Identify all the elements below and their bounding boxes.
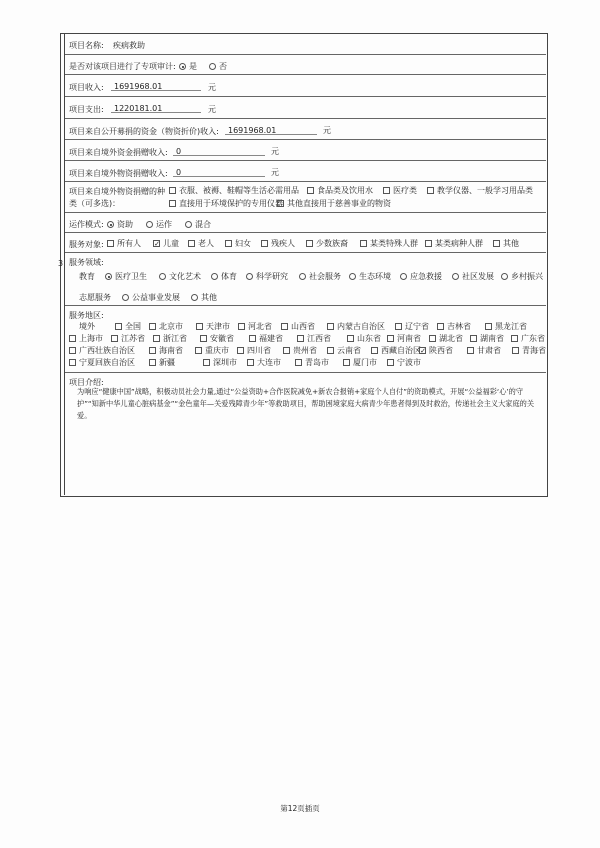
region-label: 黑龙江省 (495, 322, 527, 331)
audit-no-option[interactable]: 否 (209, 61, 227, 72)
row-income (65, 75, 546, 97)
expense-value: 1220181.01 (114, 104, 163, 113)
intro-text: 为响应“健康中国”战略，积极动员社会力量,通过“公益资助+合作医院减免+新农合报销+家庭个人自付”的资助模式，开展“公益福彩‘心’的守护”“知新中华儿童心脏病基金”“金色童年—关爱残障青少年”等救助项目，帮助困境家庭大病青少年患者得到及时救治，传递社会主义大家庭的关爱。 (77, 387, 535, 420)
overseas-goods-unit: 元 (271, 168, 279, 177)
checkbox-checked-icon (419, 347, 426, 354)
region-option[interactable] (247, 357, 281, 368)
operation-label: 运作模式: (69, 220, 104, 229)
checkbox-icon (188, 240, 195, 247)
checkbox-icon (429, 335, 436, 342)
checkbox-icon (238, 323, 245, 330)
checkbox-icon (196, 323, 203, 330)
side-number: 3 (58, 259, 64, 268)
region-option[interactable] (429, 333, 463, 344)
region-option[interactable] (470, 333, 504, 344)
region-option[interactable] (79, 321, 95, 332)
radio-icon (501, 273, 508, 280)
checkbox-icon (493, 240, 500, 247)
goods-opt-charity[interactable]: 其他直接用于慈善事业的物资 (277, 198, 391, 209)
field-education[interactable]: 教育 (79, 272, 95, 281)
region-option[interactable] (485, 321, 527, 332)
checkbox-icon (347, 335, 354, 342)
fields-label: 服务领域: (69, 258, 104, 267)
checkbox-icon (149, 347, 156, 354)
region-label: 天津市 (206, 322, 230, 331)
region-label: 贵州省 (293, 346, 317, 355)
field-sports[interactable]: 体育 (211, 271, 237, 282)
radio-icon (191, 294, 198, 301)
region-label: 山西省 (291, 322, 315, 331)
checkbox-icon (149, 359, 156, 366)
field-emergency[interactable]: 应急救援 (400, 271, 442, 282)
row-expense (65, 97, 546, 119)
goods-opt-teaching[interactable]: 教学仪器、一般学习用品类 (427, 185, 533, 196)
radio-icon (122, 294, 129, 301)
checkbox-icon (69, 335, 76, 342)
region-option[interactable] (511, 333, 545, 344)
checkbox-icon (277, 200, 284, 207)
radio-icon (211, 273, 218, 280)
target-disabled[interactable]: 残疾人 (261, 238, 295, 249)
region-option[interactable] (371, 345, 421, 356)
field-community[interactable]: 社区发展 (452, 271, 494, 282)
field-public-welfare[interactable]: 公益事业发展 (122, 292, 180, 303)
checkbox-icon (437, 323, 444, 330)
checkbox-icon (425, 240, 432, 247)
checkbox-icon (153, 335, 160, 342)
region-label: 境外 (79, 322, 95, 331)
checkbox-icon (261, 240, 268, 247)
region-label: 江苏省 (121, 334, 145, 343)
project-name-value: 疾病救助 (113, 41, 145, 50)
targets-label: 服务对象: (69, 240, 104, 249)
checkbox-icon (387, 335, 394, 342)
checkbox-icon (237, 347, 244, 354)
radio-checked-icon (105, 273, 112, 280)
checkbox-icon (283, 347, 290, 354)
region-label: 河南省 (397, 334, 421, 343)
checkbox-icon (203, 359, 210, 366)
region-option[interactable] (295, 357, 329, 368)
region-option[interactable] (149, 357, 175, 368)
region-option[interactable] (69, 357, 135, 368)
checkbox-icon (107, 240, 114, 247)
row-overseas-fund (65, 140, 546, 161)
region-label: 吉林省 (447, 322, 471, 331)
region-option[interactable] (283, 345, 317, 356)
region-option[interactable] (153, 333, 187, 344)
goods-opt-food[interactable]: 食品类及饮用水 (307, 185, 373, 196)
region-option[interactable] (200, 333, 234, 344)
operation-opt-mixed[interactable]: 混合 (185, 219, 211, 230)
checkbox-icon (470, 335, 477, 342)
overseas-fund-unit: 元 (271, 147, 279, 156)
target-special-group[interactable]: 某类特殊人群 (360, 238, 418, 249)
region-option[interactable] (196, 321, 230, 332)
operation-opt-operate[interactable]: 运作 (146, 219, 172, 230)
checkbox-icon (467, 347, 474, 354)
field-culture[interactable]: 文化艺术 (159, 271, 201, 282)
region-label: 湖北省 (439, 334, 463, 343)
region-option[interactable] (238, 321, 272, 332)
income-value: 1691968.01 (114, 82, 163, 91)
field-science[interactable]: 科学研究 (246, 271, 288, 282)
checkbox-icon (512, 347, 519, 354)
overseas-goods-field[interactable] (173, 166, 265, 177)
region-option[interactable] (69, 333, 103, 344)
public-fund-label: 项目来自公开募捐的资金（物资折价)收入: (69, 127, 219, 136)
page-footer: 第12页插页 (280, 804, 320, 813)
region-label: 浙江省 (163, 334, 187, 343)
row-goods-types (65, 182, 546, 213)
checkbox-icon (371, 347, 378, 354)
region-option[interactable] (281, 321, 315, 332)
overseas-fund-field[interactable] (173, 145, 265, 156)
checkbox-icon (360, 240, 367, 247)
region-label: 福建省 (259, 334, 283, 343)
field-ecology[interactable]: 生态环境 (349, 271, 391, 282)
checkbox-icon (427, 187, 434, 194)
region-label: 西藏自治区 (381, 346, 421, 355)
region-option[interactable] (419, 345, 453, 356)
radio-checked-icon (179, 63, 186, 70)
checkbox-icon (115, 323, 122, 330)
region-option[interactable] (297, 333, 331, 344)
checkbox-icon (297, 335, 304, 342)
region-option[interactable] (512, 345, 546, 356)
region-label: 宁波市 (397, 358, 421, 367)
region-option[interactable] (249, 333, 283, 344)
checkbox-icon (343, 359, 350, 366)
checkbox-icon (200, 335, 207, 342)
checkbox-icon (395, 323, 402, 330)
row-audit (65, 55, 546, 75)
region-label: 新疆 (159, 358, 175, 367)
audit-yes-option[interactable]: 是 (179, 61, 197, 72)
project-name-label: 项目名称: (69, 41, 104, 50)
overseas-fund-value: 0 (176, 147, 182, 156)
region-option[interactable] (115, 321, 141, 332)
expense-label: 项目支出: (69, 105, 104, 114)
region-label: 北京市 (159, 322, 183, 331)
region-option[interactable] (343, 357, 377, 368)
checkbox-icon (195, 347, 202, 354)
checkbox-icon (306, 240, 313, 247)
goods-opt-medical[interactable]: 医疗类 (383, 185, 417, 196)
target-all[interactable]: 所有人 (107, 238, 141, 249)
checkbox-icon (247, 359, 254, 366)
region-option[interactable] (111, 333, 145, 344)
target-elderly[interactable]: 老人 (188, 238, 214, 249)
checkbox-icon (511, 335, 518, 342)
checkbox-icon (225, 240, 232, 247)
checkbox-icon (169, 200, 176, 207)
goods-opt-environment[interactable]: 直接用于环境保护的专用仪器 (169, 198, 283, 209)
radio-icon (185, 221, 192, 228)
checkbox-icon (149, 323, 156, 330)
checkbox-icon (307, 187, 314, 194)
region-label: 重庆市 (205, 346, 229, 355)
region-label: 宁夏回族自治区 (79, 358, 135, 367)
region-label: 江西省 (307, 334, 331, 343)
checkbox-icon (111, 335, 118, 342)
region-label: 内蒙古自治区 (337, 322, 385, 331)
region-label: 青海省 (522, 346, 546, 355)
region-label: 辽宁省 (405, 322, 429, 331)
public-fund-unit: 元 (323, 126, 331, 135)
audit-label: 是否对该项目进行了专项审计: (69, 62, 176, 71)
checkbox-icon (387, 359, 394, 366)
radio-icon (349, 273, 356, 280)
radio-icon (400, 273, 407, 280)
intro-label: 项目介绍: (69, 378, 104, 387)
region-label: 安徽省 (210, 334, 234, 343)
region-label: 广西壮族自治区 (79, 346, 135, 355)
checkbox-checked-icon (153, 240, 160, 247)
region-option[interactable] (149, 345, 183, 356)
income-unit: 元 (208, 83, 216, 92)
checkbox-icon (327, 323, 334, 330)
row-operation (65, 213, 546, 233)
target-other[interactable]: 其他 (493, 238, 519, 249)
radio-icon (209, 63, 216, 70)
radio-checked-icon (107, 221, 114, 228)
region-option[interactable] (237, 345, 271, 356)
checkbox-icon (295, 359, 302, 366)
radio-icon (159, 273, 166, 280)
target-minority[interactable]: 少数族裔 (306, 238, 348, 249)
region-label: 厦门市 (353, 358, 377, 367)
field-other[interactable]: 其他 (191, 292, 217, 303)
region-label: 甘肃省 (477, 346, 501, 355)
regions-label: 服务地区: (69, 311, 104, 320)
field-medical[interactable]: 医疗卫生 (105, 271, 147, 282)
row-regions (65, 306, 546, 373)
checkbox-icon (383, 187, 390, 194)
row-targets (65, 233, 546, 253)
radio-icon (299, 273, 306, 280)
field-rural[interactable]: 乡村振兴 (501, 271, 543, 282)
radio-icon (146, 221, 153, 228)
income-label: 项目收入: (69, 83, 104, 92)
region-option[interactable] (387, 357, 421, 368)
checkbox-icon (281, 323, 288, 330)
region-option[interactable] (467, 345, 501, 356)
region-option[interactable] (327, 345, 361, 356)
checkbox-icon (249, 335, 256, 342)
region-label: 湖南省 (480, 334, 504, 343)
region-label: 深圳市 (213, 358, 237, 367)
checkbox-icon (169, 187, 176, 194)
radio-icon (452, 273, 459, 280)
public-fund-value: 1691968.01 (228, 126, 277, 135)
target-disease-group[interactable]: 某类病种人群 (425, 238, 483, 249)
field-social[interactable]: 社会服务 (299, 271, 341, 282)
target-children[interactable]: ✓ 儿童 (153, 238, 179, 249)
region-label: 四川省 (247, 346, 271, 355)
goods-types-label-2: 类（可多选)： (69, 199, 121, 208)
row-public-fund (65, 119, 546, 140)
region-option[interactable] (387, 333, 421, 344)
overseas-goods-value: 0 (176, 168, 182, 177)
region-label: 陕西省 (429, 346, 453, 355)
checkbox-icon (69, 359, 76, 366)
region-option[interactable] (203, 357, 237, 368)
region-label: 山东省 (357, 334, 381, 343)
region-option[interactable] (195, 345, 229, 356)
region-label: 上海市 (79, 334, 103, 343)
region-label: 云南省 (337, 346, 361, 355)
row-overseas-goods (65, 161, 546, 182)
radio-icon (246, 273, 253, 280)
operation-opt-funding[interactable]: 资助 (107, 219, 133, 230)
expense-unit: 元 (208, 105, 216, 114)
goods-opt-clothing[interactable]: 衣服、被褥、鞋帽等生活必需用品 (169, 185, 299, 196)
checkbox-icon (69, 347, 76, 354)
region-option[interactable] (347, 333, 381, 344)
row-fields (65, 253, 546, 306)
region-label: 广东省 (521, 334, 545, 343)
overseas-goods-label: 项目来自境外物资捐赠收入: (69, 169, 168, 178)
goods-types-label-1: 项目来自境外物资捐赠的种 (69, 187, 165, 196)
region-label: 青岛市 (305, 358, 329, 367)
target-women[interactable]: 妇女 (225, 238, 251, 249)
region-label: 海南省 (159, 346, 183, 355)
region-option[interactable] (149, 321, 183, 332)
region-option[interactable] (437, 321, 471, 332)
checkbox-icon (327, 347, 334, 354)
overseas-fund-label: 项目来自境外资金捐赠收入: (69, 148, 168, 157)
row-project-name (65, 33, 546, 55)
region-label: 全国 (125, 322, 141, 331)
region-label: 河北省 (248, 322, 272, 331)
region-option[interactable] (327, 321, 385, 332)
field-volunteer[interactable]: 志愿服务 (79, 293, 111, 302)
region-label: 大连市 (257, 358, 281, 367)
region-option[interactable] (395, 321, 429, 332)
region-option[interactable] (69, 345, 135, 356)
checkbox-icon (485, 323, 492, 330)
